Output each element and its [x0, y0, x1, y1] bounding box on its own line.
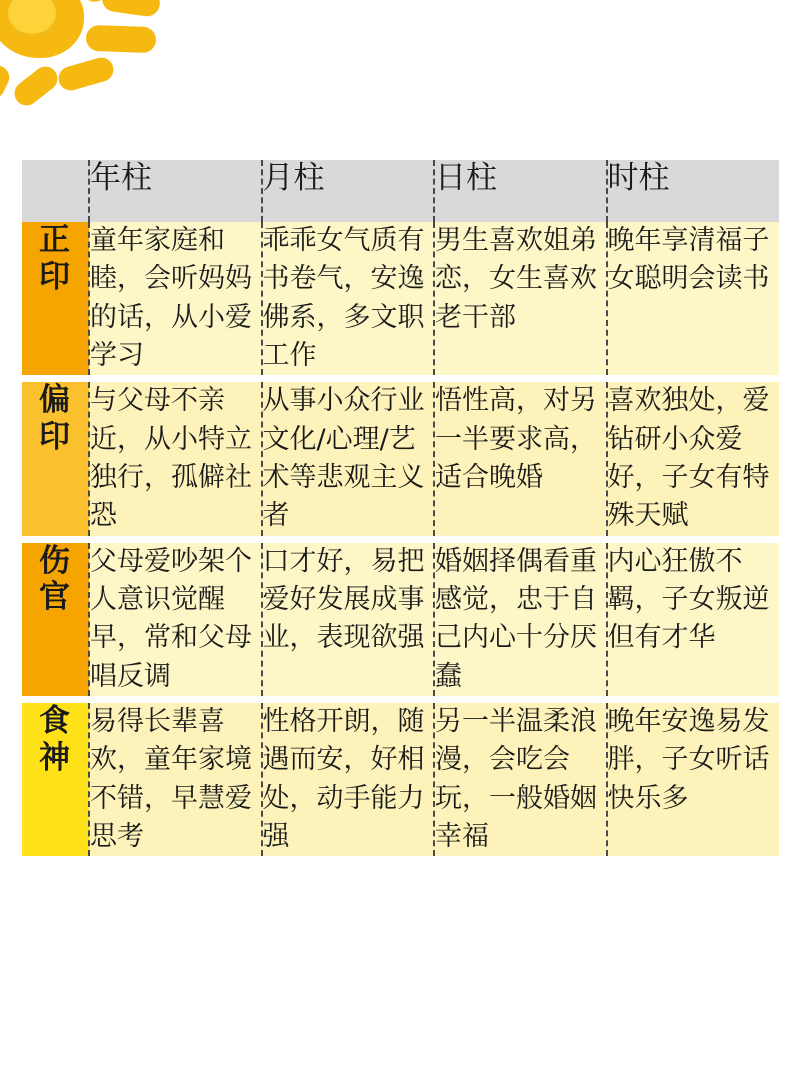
- column-header-year-pillar: 年柱: [89, 160, 262, 222]
- row-label-pianyin: 偏 印: [22, 382, 89, 535]
- table-corner-cell: [22, 160, 89, 222]
- sun-ray-icon: [100, 0, 161, 18]
- sun-core-inner-icon: [8, 0, 56, 34]
- cell-zhengyin-month: 乖乖女气质有书卷气，安逸佛系，多文职工作: [262, 222, 435, 375]
- cell-shishen-hour: 晚年安逸易发胖，子女听话快乐多: [607, 703, 780, 856]
- cell-shishen-year: 易得长辈喜欢，童年家境不错，早慧爱思考: [89, 703, 262, 856]
- row-separator: [22, 696, 779, 703]
- cell-pianyin-year: 与父母不亲近，从小特立独行，孤僻社恐: [89, 382, 262, 535]
- sun-ray-icon: [0, 61, 13, 102]
- table-row: [22, 703, 779, 856]
- cell-pianyin-hour: 喜欢独处，爱钻研小众爱好，子女有特殊天赋: [607, 382, 780, 535]
- row-separator: [22, 375, 779, 382]
- column-header-hour-pillar: 时柱: [607, 160, 780, 222]
- cell-zhengyin-day: 男生喜欢姐弟恋，女生喜欢老干部: [434, 222, 607, 375]
- cell-shangguan-year: 父母爱吵架个人意识觉醒早，常和父母唱反调: [89, 543, 262, 696]
- cell-zhengyin-hour: 晚年享清福子女聪明会读书: [607, 222, 780, 375]
- cell-pianyin-month: 从事小众行业文化/心理/艺术等悲观主义者: [262, 382, 435, 535]
- table-row: [22, 222, 779, 375]
- table-row: [22, 543, 779, 696]
- sun-ray-icon: [68, 0, 112, 5]
- cell-shishen-day: 另一半温柔浪漫，会吃会玩，一般婚姻幸福: [434, 703, 607, 856]
- cell-shangguan-hour: 内心狂傲不羁，子女叛逆但有才华: [607, 543, 780, 696]
- cell-shishen-month: 性格开朗，随遇而安，好相处，动手能力强: [262, 703, 435, 856]
- row-label-zhengyin: 正 印: [22, 222, 89, 375]
- cell-shangguan-month: 口才好，易把爱好发展成事业，表现欲强: [262, 543, 435, 696]
- column-header-day-pillar: 日柱: [434, 160, 607, 222]
- row-separator: [22, 536, 779, 543]
- row-label-shishen: 食 神: [22, 703, 89, 856]
- sun-icon: [0, 0, 204, 155]
- cell-pianyin-day: 悟性高，对另一半要求高，适合晚婚: [434, 382, 607, 535]
- column-header-month-pillar: 月柱: [262, 160, 435, 222]
- row-label-shangguan: 伤 官: [22, 543, 89, 696]
- cell-zhengyin-year: 童年家庭和睦，会听妈妈的话，从小爱学习: [89, 222, 262, 375]
- sun-core-icon: [0, 0, 84, 58]
- sun-ray-icon: [56, 55, 116, 94]
- table-row: [22, 382, 779, 535]
- cell-shangguan-day: 婚姻择偶看重感觉，忠于自己内心十分厌蠢: [434, 543, 607, 696]
- sun-ray-icon: [10, 62, 63, 110]
- bazi-pillars-table: [22, 160, 779, 856]
- table-header-row: [22, 160, 779, 222]
- sun-ray-icon: [86, 25, 157, 53]
